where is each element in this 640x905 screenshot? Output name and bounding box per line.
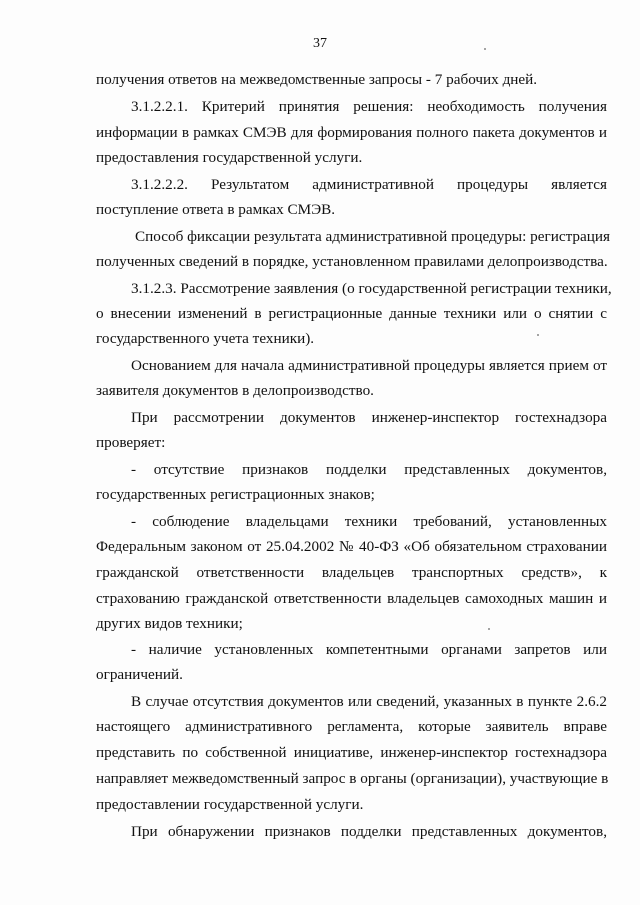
text-line: Способ фиксации результата административной процедуры: регистрация: [135, 228, 610, 245]
scan-speck: [484, 48, 486, 50]
text-line: направляет межведомственный запрос в органы (организации), участвующие в: [96, 770, 609, 787]
text-line: предоставлении государственной услуги.: [96, 796, 364, 813]
text-line: настоящего административного регламента, которые заявитель вправе: [96, 718, 607, 735]
list-item-line: - наличие установленных компетентными органами запретов или: [131, 641, 607, 658]
list-item-line: ограничений.: [96, 666, 183, 683]
text-line: государственного учета техники).: [96, 330, 315, 347]
text-line: о внесении изменений в регистрационные данные техники или о снятии с: [96, 305, 607, 322]
text-line: заявителя документов в делопроизводство.: [96, 382, 374, 399]
text-line: получения ответов на межведомственные запросы - 7 рабочих дней.: [96, 71, 538, 88]
text-line: поступление ответа в рамках СМЭВ.: [96, 201, 336, 218]
text-line: 3.1.2.2.2. Результатом административной процедуры является: [131, 176, 607, 193]
text-line: информации в рамках СМЭВ для формирования полного пакета документов и: [96, 124, 607, 141]
text-line: проверяет:: [96, 434, 166, 451]
list-item-line: гражданской ответственности владельцев транспортных средств», к: [96, 564, 607, 581]
text-line: 3.1.2.2.1. Критерий принятия решения: необходимость получения: [131, 98, 607, 115]
text-line: предоставления государственной услуги.: [96, 149, 363, 166]
list-item-line: - отсутствие признаков подделки представленных документов,: [131, 461, 607, 478]
list-item-line: - соблюдение владельцами техники требований, установленных: [131, 513, 607, 530]
list-item-line: государственных регистрационных знаков;: [96, 486, 375, 503]
text-line: При рассмотрении документов инженер-инспектор гостехнадзора: [131, 409, 607, 426]
list-item-line: страхованию гражданской ответственности владельцев самоходных машин и: [96, 590, 607, 607]
scan-speck: [537, 334, 539, 336]
list-item-line: Федеральным законом от 25.04.2002 № 40-ФЗ «Об обязательном страховании: [96, 538, 607, 555]
text-line: представить по собственной инициативе, инженер-инспектор гостехнадзора: [96, 744, 607, 761]
text-line: В случае отсутствия документов или сведений, указанных в пункте 2.6.2: [131, 693, 607, 710]
list-item-line: других видов техники;: [96, 615, 243, 632]
text-line: Основанием для начала административной процедуры является прием от: [131, 357, 607, 374]
scan-speck: [488, 628, 490, 630]
text-line: 3.1.2.3. Рассмотрение заявления (о государственной регистрации техники,: [131, 280, 612, 297]
text-line: При обнаружении признаков подделки представленных документов,: [131, 823, 607, 840]
page-number: 37: [313, 36, 327, 51]
text-line: полученных сведений в порядке, установленном правилами делопроизводства.: [96, 253, 608, 270]
